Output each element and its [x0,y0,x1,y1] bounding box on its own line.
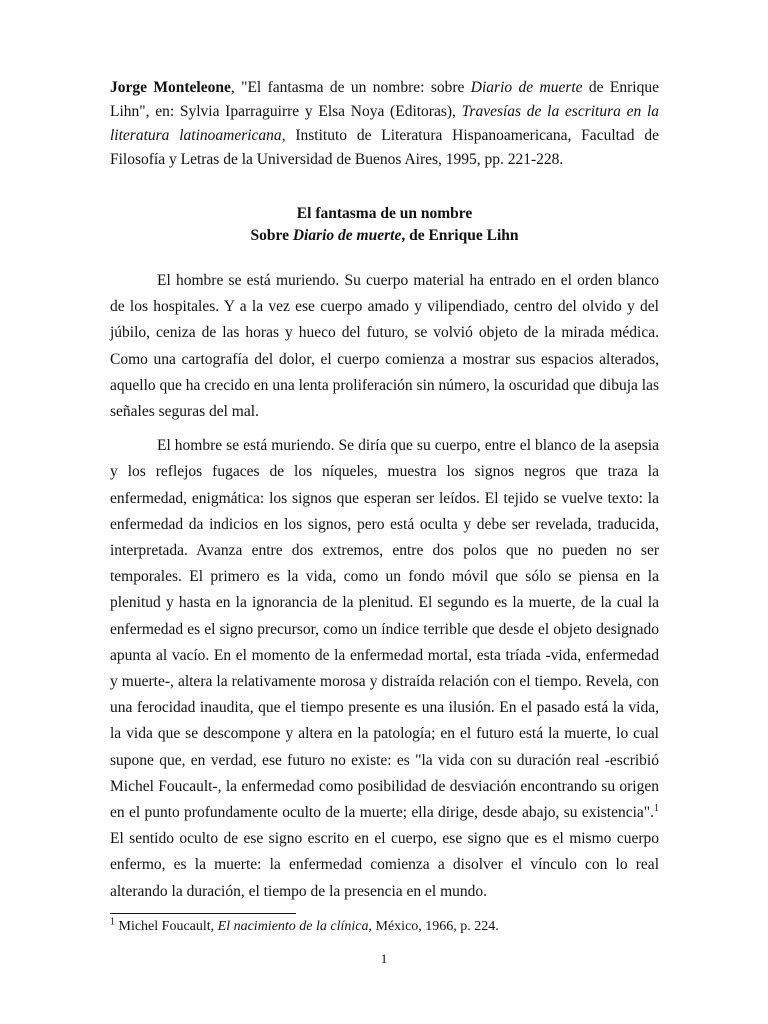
article-body [110,268,659,905]
paragraph-text: El sentido oculto de ese signo escrito en el cuerpo, ese signo que es el mismo cuerpo enfermo, es la muerte: la enfermedad comienza a disolver el vínculo con lo real alterando la duración, el tiempo de la presencia en el mundo. [110,830,659,900]
paragraph-text: El hombre se está muriendo. Se diría que su cuerpo, entre el blanco de la asepsia y los reflejos fugaces de los níqueles, muestra los signos negros que traza la enfermedad, enigmática: los signos que esperan ser leídos. El tejido se vuelve texto: la enfermedad da indicios en los signos, pero está oculta y debe ser revelada, traducida, interpretada. Avanza entre dos extremos, entre dos polos que no pueden no ser temporales. El primero es la vida, como un fondo móvil que sólo se piensa en la plenitud y hasta en la ignorancia de la plenitud. El segundo es la muerte, de la cual la enfermedad es el signo precursor, como un índice terrible que desde el objeto designado apunta al vacío. En el momento de la enfermedad mortal, esta tríada -vida, enfermedad y muerte-, altera la relativamente morosa y distraída relación con el tiempo. Revela, con una ferocidad inaudita, que el tiempo presente es una ilusión. En el pasado está la vida, la vida que se descompone y altera en la patología; en el futuro está la muerte, lo cual supone que, en verdad, ese futuro no existe: es "la vida con su duración real -escribió Michel Foucault-, la enfermedad como posibilidad de desviación encontrando su origen en el punto profundamente oculto de la muerte; ella dirige, desde abajo, su existencia". [110,437,659,822]
citation-text: , Instituto de Literatura Hispanoamericana, Facultad de Filosofía y Letras de la Universidad de Buenos Aires, 1995, pp. 221-228. [110,127,659,168]
footnote-text: Michel Foucault, [115,919,218,934]
paragraph-1: El hombre se está muriendo. Su cuerpo material ha entrado en el orden blanco de los hospitales. Y a la vez ese cuerpo amado y vilipendiado, centro del olvido y del júbilo, ceniza de las horas y hueco del futuro, se volvió objeto de la mirada médica. Como una cartografía del dolor, el cuerpo comienza a mostrar sus espacios alterados, aquello que ha crecido en una lenta proliferación sin número, la oscuridad que dibuja las señales seguras del mal. [110,272,659,421]
article-title: El fantasma de un nombre [296,205,473,222]
footnote-divider [110,913,296,914]
subtitle-work-title: Diario de muerte [292,227,402,244]
citation-work-title: Diario de muerte [470,79,583,96]
subtitle-text: Sobre [250,227,293,244]
citation-text: de Enrique Lihn", en: Sylvia Iparraguirre y Elsa Noya (Editoras), [110,79,659,120]
paragraph-2 [110,433,659,905]
citation-author: Jorge Monteleone [110,79,231,96]
subtitle-text: , de Enrique Lihn [401,227,519,244]
page-number: 1 [380,951,388,966]
article-title-block [110,203,659,247]
footnote-number: 1 [110,916,115,928]
footnote [110,918,659,936]
bibliographic-citation [110,76,659,172]
footnote-text: , México, 1966, p. 224. [368,919,499,934]
citation-text: , "El fantasma de un nombre: sobre [230,79,471,96]
article-subtitle [110,225,659,247]
citation-book-title: Travesías de la escritura en la literatura latinoamericana [110,103,659,144]
footnote-reference[interactable]: 1 [654,802,659,814]
footnote-work-title: El nacimiento de la clínica [217,919,369,934]
